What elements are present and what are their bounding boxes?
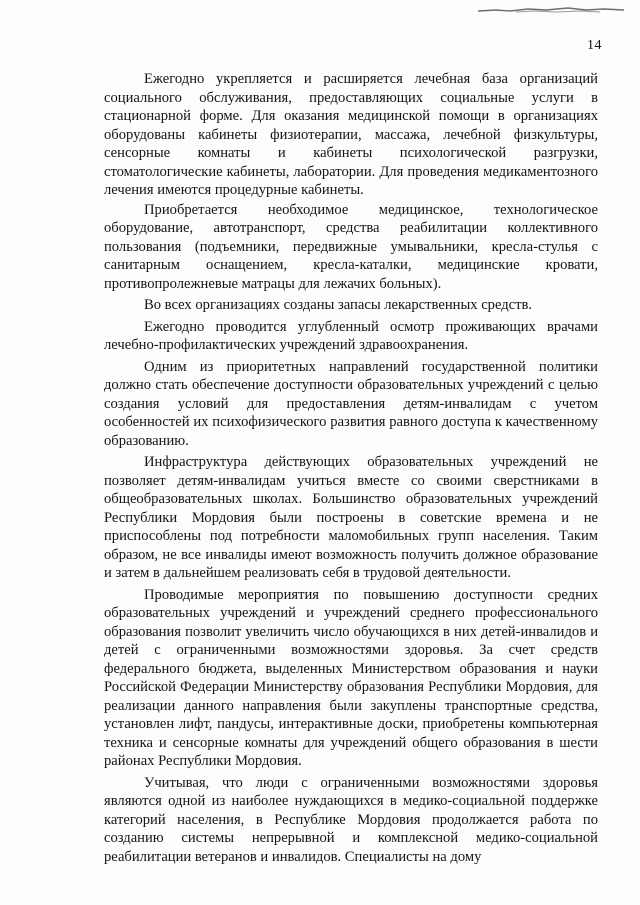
paragraph: Ежегодно укрепляется и расширяется лечебная база организаций социального обслуживания, предоставляющих социальные услуги в стационарной форме. Для оказания медицинской помощи в организациях оборудованы кабинеты физиотерапии, массажа, лечебной физкультуры, сенсорные комнаты и кабинеты психологической разгрузки, стоматологические кабинеты, лаборатории. Для проведения медикаментозного лечения имеются процедурные кабинеты. xyxy=(104,71,598,198)
paragraph: Ежегодно проводится углубленный осмотр проживающих врачами лечебно-профилактических учреждений здравоохранения. xyxy=(104,318,598,353)
paragraph: Во всех организациях созданы запасы лекарственных средств. xyxy=(144,297,533,313)
page-number: 14 xyxy=(587,38,602,53)
body-text xyxy=(104,70,598,866)
paragraph: Инфраструктура действующих образовательных учреждений не позволяет детям-инвалидам учиться вместе со своими сверстниками в общеобразовательных школах. Большинство образовательных учреждений Республики Мордовия были построены в советские времена и не приспособлены под потребности маломобильных групп населения. Таким образом, не все инвалиды имеют возможность получить должное образование и затем в дальнейшем реализовать себя в трудовой деятельности. xyxy=(104,454,598,581)
paragraph: Одним из приоритетных направлений государственной политики должно стать обеспечение доступности образовательных учреждений с целью создания условий для предоставления детям-инвалидам с учетом особенностей их психофизического развития равного доступа к качественному образованию. xyxy=(104,358,598,449)
paragraph: Приобретается необходимое медицинское, технологическое оборудование, автотранспорт, средства реабилитации коллективного пользования (подъемники, передвижные умывальники, кресла-стулья с санитарным оснащением, кресла-каталки, медицинские кровати, противопролежневые матрацы для лежачих больных). xyxy=(104,201,598,292)
paragraph: Проводимые мероприятия по повышению доступности средних образовательных учреждений и учреждений среднего профессионального образования позволит увеличить число обучающихся в них детей-инвалидов и детей с ограниченными возможностями здоровья. За счет средств федерального бюджета, выделенных Министерством образования и науки Российской Федерации Министерству образования Республики Мордовия, для реализации данного направления были закуплены транспортные средства, установлен лифт, пандусы, интерактивные доски, приобретены компьютерная техника и сенсорные комнаты для учреждений общего образования в шести районах Республики Мордовия. xyxy=(104,586,598,769)
scan-artifact xyxy=(476,6,626,14)
paragraph: Учитывая, что люди с ограниченными возможностями здоровья являются одной из наиболее нуждающихся в медико-социальной поддержке категорий населения, в Республике Мордовия продолжается работа по созданию системы непрерывной и комплексной медико-социальной реабилитации ветеранов и инвалидов. Специалисты на дому xyxy=(104,774,598,865)
